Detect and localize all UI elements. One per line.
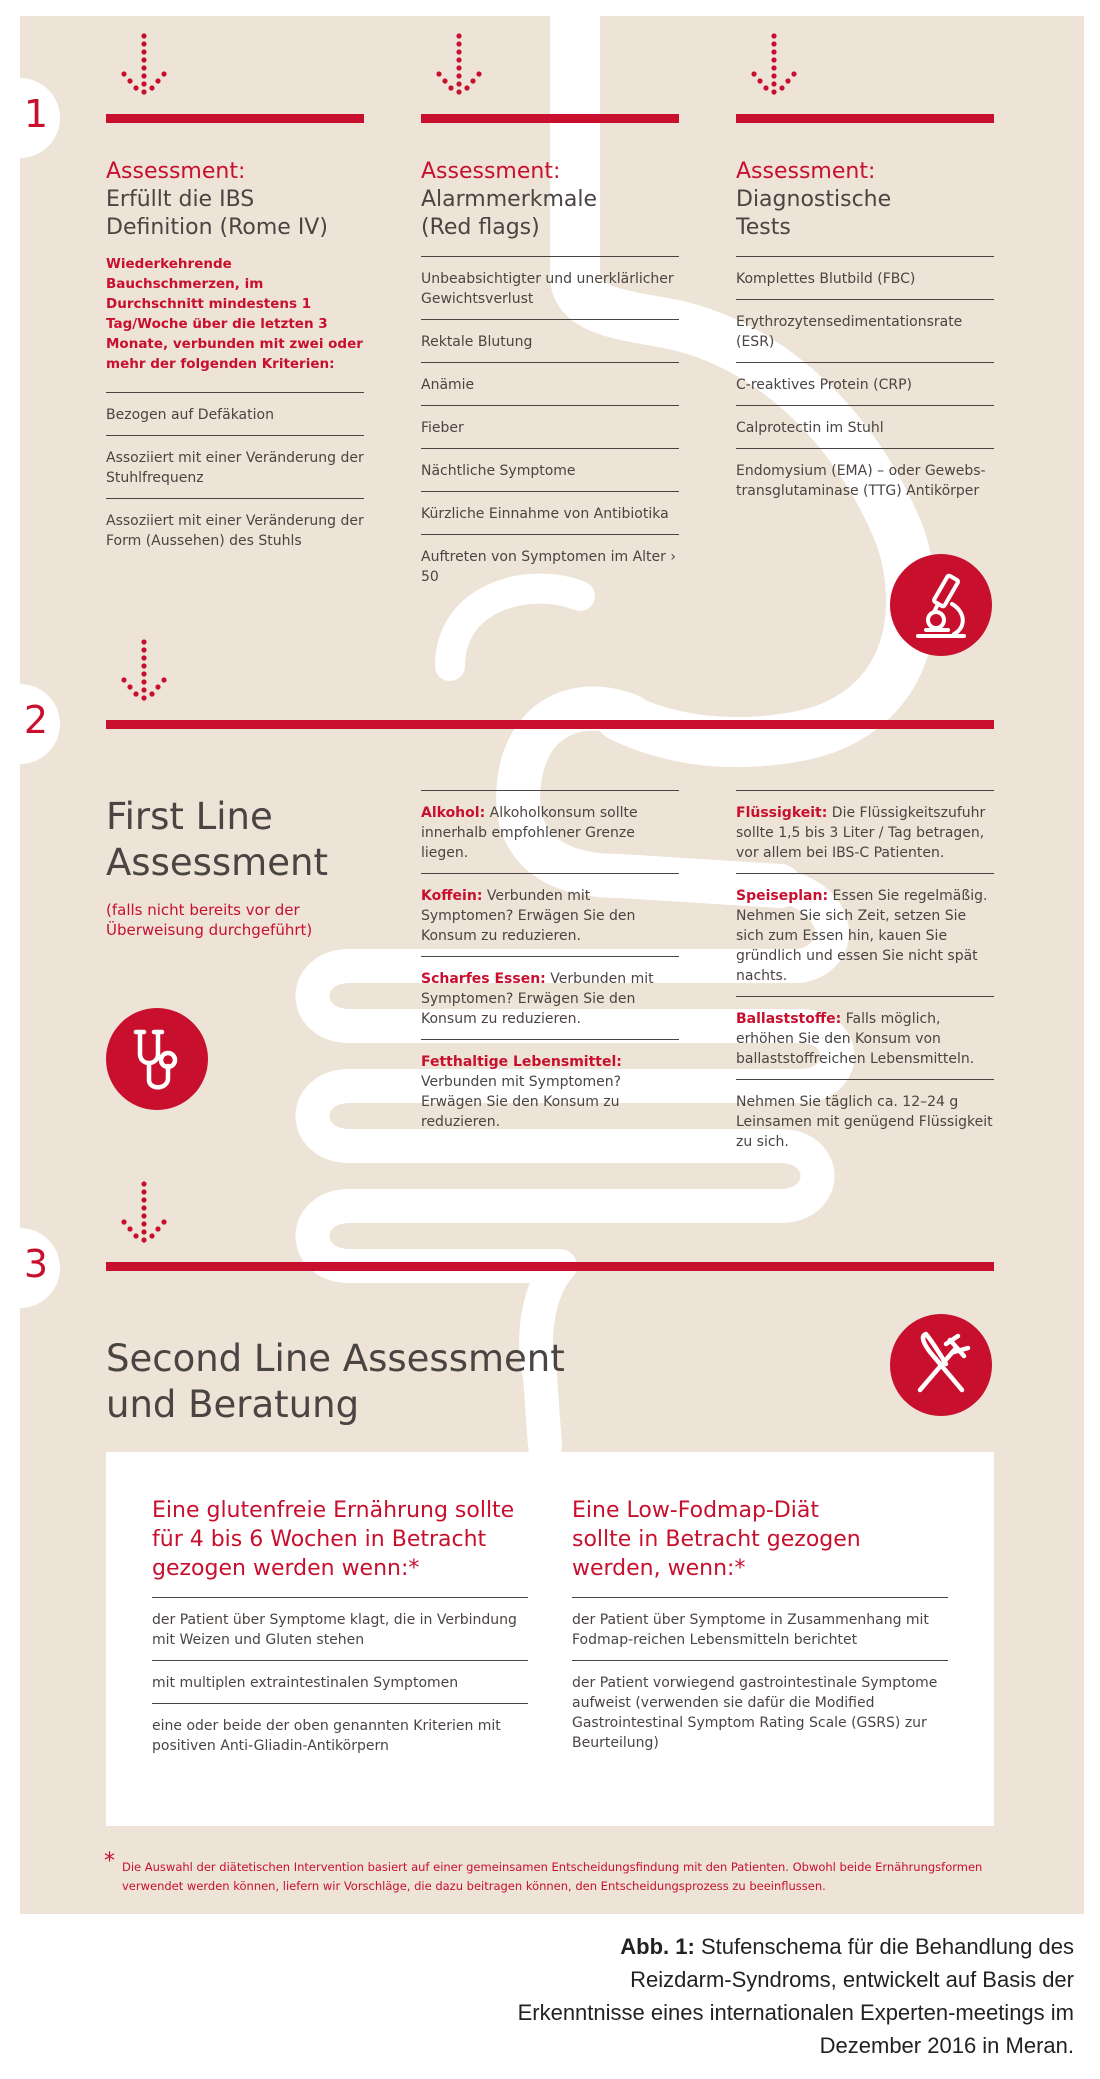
low-fodmap-title: Eine Low-Fodmap-Diät sollte in Betracht gezogen werden, wenn:* <box>572 1498 861 1581</box>
list-item: Rektale Blutung <box>421 319 679 362</box>
lifestyle-tips-right <box>736 790 994 1162</box>
footnote <box>104 1849 1006 1896</box>
red-flags-column <box>421 158 679 597</box>
list-item: C-reaktives Protein (CRP) <box>736 362 994 405</box>
section-title: und Beratung <box>106 1383 360 1426</box>
step-3-bar <box>106 1262 994 1271</box>
list-item: Assoziiert mit einer Veränderung der Stuhlfrequenz <box>106 435 364 498</box>
gluten-free-title: Eine glutenfreie Ernährung sollte für 4 bis 6 Wochen in Betracht gezogen werden wenn:* <box>152 1498 515 1581</box>
tip-alcohol: Alkohol: Alkoholkonsum sollte innerhalb empfohlener Grenze liegen. <box>421 790 679 873</box>
list-item: mit multiplen extraintestinalen Symptomen <box>152 1660 528 1703</box>
step-1-bar <box>736 114 994 123</box>
ibs-intro-text: Wiederkehrende Bauchschmerzen, im Durchschnitt mindestens 1 Tag/Woche über die letzten 3 Monate, verbunden mit zwei oder mehr der folgenden Kriterien: <box>106 256 363 372</box>
diet-recommendations-box <box>106 1452 994 1826</box>
list-item: Calprotectin im Stuhl <box>736 405 994 448</box>
list-item: eine oder beide der oben genannten Kriterien mit positiven Anti-Gliadin-Antikörpern <box>152 1703 528 1766</box>
list-item: Nächtliche Symptome <box>421 448 679 491</box>
microscope-icon <box>890 554 992 656</box>
list-item: Bezogen auf Defäkation <box>106 392 364 435</box>
list-item: Komplettes Blutbild (FBC) <box>736 256 994 299</box>
tip-meal-plan: Speiseplan: Essen Sie regelmäßig. Nehmen Sie sich Zeit, setzen Sie sich zum Essen hin, kauen Sie gründlich und essen Sie nicht spät nachts. <box>736 873 994 996</box>
tip-caffeine: Koffein: Verbunden mit Symptomen? Erwägen Sie den Konsum zu reduzieren. <box>421 873 679 956</box>
gluten-free-column <box>152 1496 528 1766</box>
tip-fluid: Flüssigkeit: Die Flüssigkeitszufuhr sollte 1,5 bis 3 Liter / Tag betragen, vor allem bei IBS-C Patienten. <box>736 790 994 873</box>
list-item: Assoziiert mit einer Veränderung der Form (Aussehen) des Stuhls <box>106 498 364 561</box>
dotted-arrow-icon <box>431 32 487 102</box>
second-line-heading <box>106 1336 626 1428</box>
dotted-arrow-icon <box>116 1180 172 1250</box>
stethoscope-icon <box>106 1008 208 1110</box>
section-subtitle: (falls nicht bereits vor der Überweisung durchgeführt) <box>106 901 313 939</box>
first-line-heading <box>106 794 406 940</box>
fork-knife-icon <box>890 1314 992 1416</box>
step-1-bar <box>106 114 364 123</box>
column-heading: Assessment: Alarmmerkmale (Red flags) <box>421 159 598 240</box>
step-number-2: 2 <box>20 684 60 764</box>
figure-caption: Abb. 1: Stufenschema für die Behandlung des Reizdarm-Syndroms, entwickelt auf Basis der Erkenntnisse eines internationalen Experten-meetings im Dezember 2016 in Meran. <box>517 1934 1074 2058</box>
diagnostic-tests-column <box>736 158 994 511</box>
list-item: Unbeabsichtigter und unerklärlicher Gewichtsverlust <box>421 256 679 319</box>
tip-spicy-food: Scharfes Essen: Verbunden mit Symptomen? Erwägen Sie den Konsum zu reduzieren. <box>421 956 679 1039</box>
list-item: der Patient über Symptome in Zusammenhang mit Fodmap-reichen Lebensmitteln berichtet <box>572 1597 948 1660</box>
lifestyle-tips-left <box>421 790 679 1142</box>
column-heading: Assessment: Erfüllt die IBS Definition (Rome IV) <box>106 159 328 240</box>
step-2-bar <box>106 720 994 729</box>
list-item: Erythrozytensedimentationsrate (ESR) <box>736 299 994 362</box>
tip-fiber: Ballaststoffe: Falls möglich, erhöhen Sie den Konsum von ballaststoffreichen Lebensmitteln. <box>736 996 994 1079</box>
list-item: der Patient vorwiegend gastrointestinale Symptome aufweist (verwenden sie dafür die Modified Gastrointestinal Symptom Rating Scale (GSRS) zur Beurteilung) <box>572 1660 948 1763</box>
tip-fatty-food: Fetthaltige Lebensmittel: Verbunden mit Symptomen? Erwägen Sie den Konsum zu reduzieren. <box>421 1039 679 1142</box>
low-fodmap-column <box>572 1496 948 1763</box>
step-1-bar <box>421 114 679 123</box>
ibs-definition-column <box>106 158 364 561</box>
step-number-1: 1 <box>20 78 60 158</box>
list-item: Fieber <box>421 405 679 448</box>
section-title: Second Line Assessment <box>106 1337 565 1380</box>
footnote-star: * <box>104 1849 115 1874</box>
dotted-arrow-icon <box>746 32 802 102</box>
footnote-text: Die Auswahl der diätetischen Intervention basiert auf einer gemeinsamen Entscheidungsfindung mit den Patienten. Obwohl beide Ernährungsformen verwendet werden können, liefern wir Vorschläge, die dazu beitragen können, den Entscheidungsprozess zu beeinflussen. <box>122 1860 983 1893</box>
step-number-3: 3 <box>20 1228 60 1308</box>
list-item: Endomysium (EMA) – oder Gewebs-transglutaminase (TTG) Antikörper <box>736 448 994 511</box>
dotted-arrow-icon <box>116 638 172 708</box>
column-heading: Assessment: Diagnostische Tests <box>736 159 892 240</box>
list-item: Kürzliche Einnahme von Antibiotika <box>421 491 679 534</box>
dotted-arrow-icon <box>116 32 172 102</box>
list-item: der Patient über Symptome klagt, die in Verbindung mit Weizen und Gluten stehen <box>152 1597 528 1660</box>
infographic-panel <box>20 16 1084 1914</box>
section-title: First Line <box>106 795 273 838</box>
list-item: Auftreten von Symptomen im Alter › 50 <box>421 534 679 597</box>
section-title: Assessment <box>106 841 328 884</box>
list-item: Anämie <box>421 362 679 405</box>
tip-linseed: Nehmen Sie täglich ca. 12–24 g Leinsamen mit genügend Flüssigkeit zu sich. <box>736 1079 994 1162</box>
